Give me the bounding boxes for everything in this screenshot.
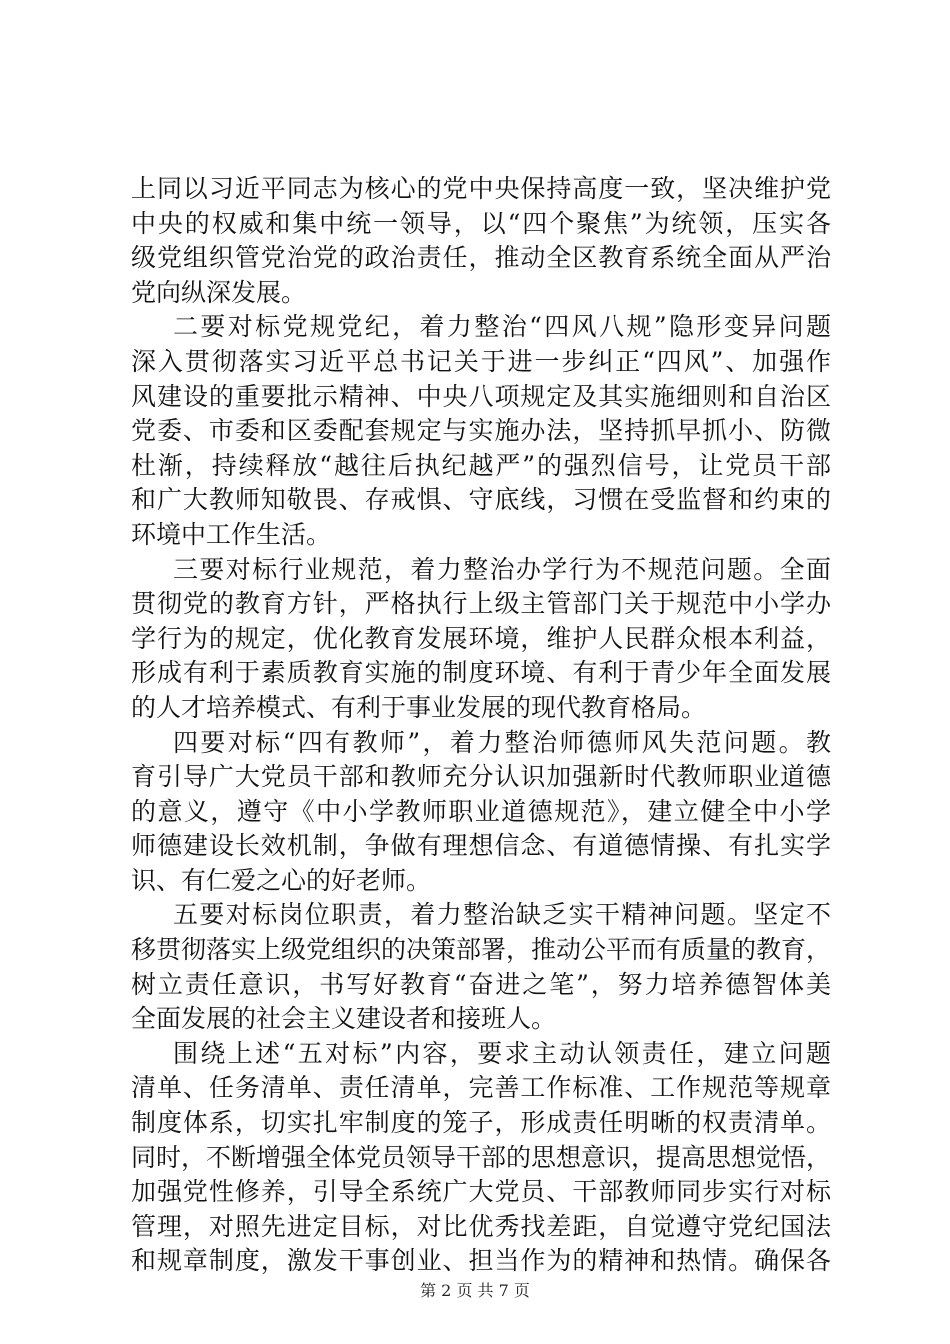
- paragraph-first-line: 三要对标行业规范，着力整治办学行为不规范问题。全面: [173, 554, 831, 584]
- text-line: 贯彻党的教育方针，严格执行上级主管部门关于规范中小学办: [131, 589, 831, 619]
- text-line: 和规章制度，激发干事创业、担当作为的精神和热情。确保各: [131, 1246, 831, 1276]
- paragraph-first-line: 二要对标党规党纪，着力整治“四风八规”隐形变异问题: [173, 312, 831, 342]
- document-body: [131, 172, 831, 1279]
- text-line: 级党组织管党治党的政治责任，推动全区教育系统全面从严治: [131, 243, 831, 273]
- text-line: 的意义，遵守《中小学教师职业道德规范》，建立健全中小学: [131, 796, 831, 826]
- page-number-footer: 第 2 页 共 7 页: [420, 1281, 530, 1300]
- text-line: 中央的权威和集中统一领导，以“四个聚焦”为统领，压实各: [131, 208, 831, 238]
- text-line: 育引导广大党员干部和教师充分认识加强新时代教师职业道德: [131, 762, 831, 792]
- paragraph-first-line: 围绕上述“五对标”内容，要求主动认领责任，建立问题: [173, 1038, 831, 1068]
- text-line: 加强党性修养，引导全系统广大党员、干部教师同步实行对标: [131, 1177, 831, 1207]
- text-line: 深入贯彻落实习近平总书记关于进一步纠正“四风”、加强作: [131, 346, 831, 376]
- text-line: 杜渐，持续释放“越往后执纪越严”的强烈信号，让党员干部: [131, 450, 831, 480]
- text-line: 识、有仁爱之心的好老师。: [131, 865, 432, 895]
- text-line: 全面发展的社会主义建设者和接班人。: [131, 1004, 557, 1034]
- text-line: 树立责任意识，书写好教育“奋进之笔”，努力培养德智体美: [131, 969, 831, 999]
- text-line: 党向纵深发展。: [131, 277, 307, 307]
- text-line: 师德建设长效机制，争做有理想信念、有道德情操、有扎实学: [131, 831, 831, 861]
- text-line: 党委、市委和区委配套规定与实施办法，坚持抓早抓小、防微: [131, 416, 831, 446]
- text-line: 清单、任务清单、责任清单，完善工作标准、工作规范等规章: [131, 1073, 831, 1103]
- text-line: 形成有利于素质教育实施的制度环境、有利于青少年全面发展: [131, 658, 831, 688]
- paragraph-first-line: 五要对标岗位职责，着力整治缺乏实干精神问题。坚定不: [173, 900, 831, 930]
- text-line: 移贯彻落实上级党组织的决策部署，推动公平而有质量的教育，: [131, 935, 831, 965]
- text-line: 和广大教师知敬畏、存戒惧、守底线，习惯在受监督和约束的: [131, 485, 831, 515]
- text-line: 风建设的重要批示精神、中央八项规定及其实施细则和自治区: [131, 381, 831, 411]
- text-line: 的人才培养模式、有利于事业发展的现代教育格局。: [131, 692, 707, 722]
- text-line: 管理，对照先进定目标，对比优秀找差距，自觉遵守党纪国法: [131, 1211, 831, 1241]
- text-line: 环境中工作生活。: [131, 519, 332, 549]
- paragraph-first-line: 四要对标“四有教师”，着力整治师德师风失范问题。教: [173, 727, 831, 757]
- text-line: 学行为的规定，优化教育发展环境，维护人民群众根本利益，: [131, 623, 831, 653]
- text-line: 同时，不断增强全体党员领导干部的思想意识，提高思想觉悟，: [131, 1142, 831, 1172]
- text-line: 制度体系，切实扎牢制度的笼子，形成责任明晰的权责清单。: [131, 1108, 831, 1138]
- text-line: 上同以习近平同志为核心的党中央保持高度一致，坚决维护党: [131, 174, 831, 203]
